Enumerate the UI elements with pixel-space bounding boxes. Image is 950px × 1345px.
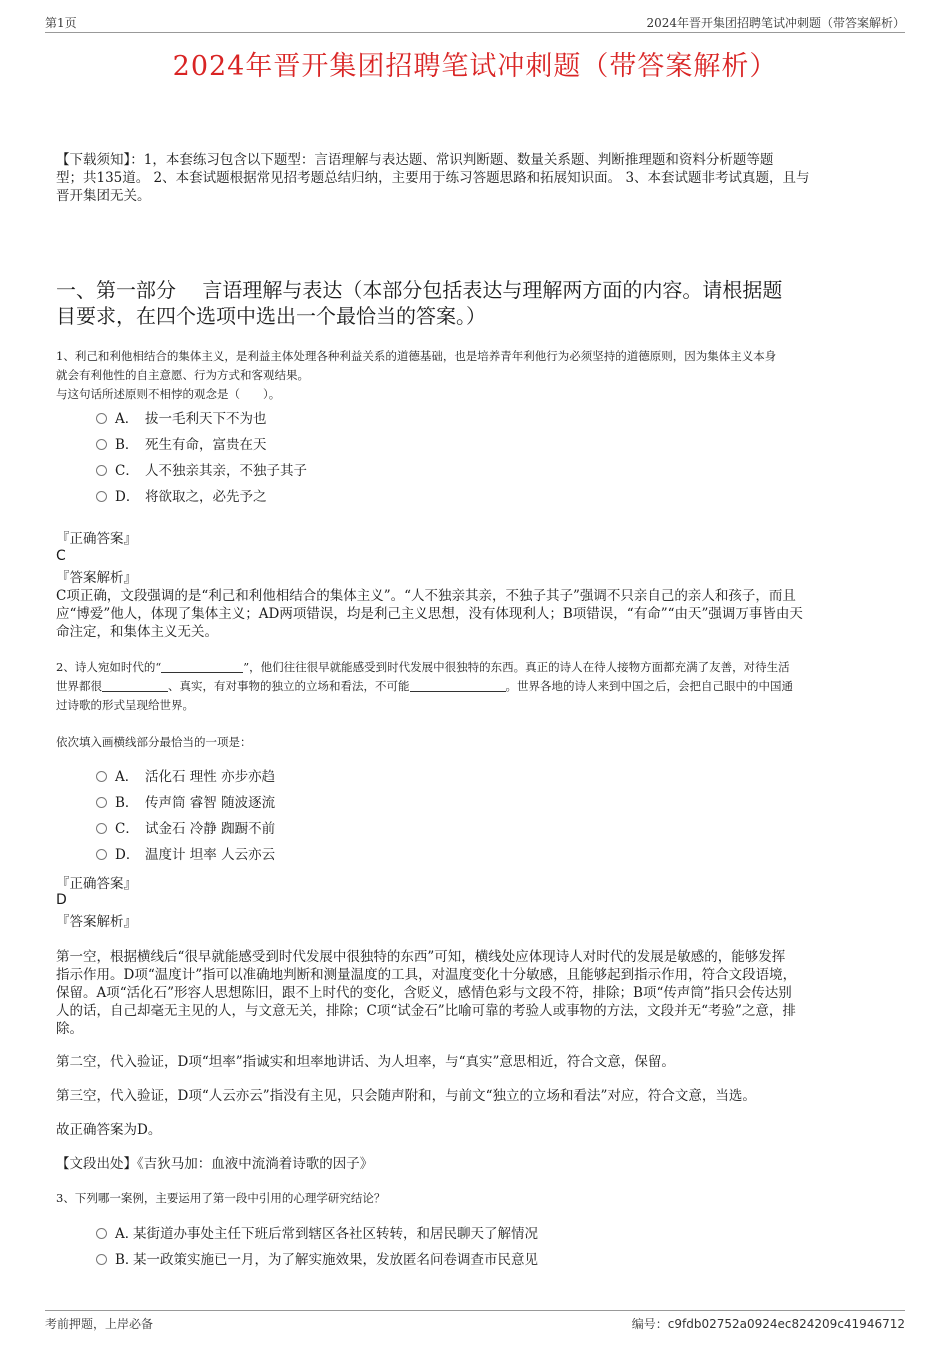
page-number: 第1页 — [45, 16, 77, 30]
radio-icon[interactable] — [96, 1254, 107, 1265]
radio-icon[interactable] — [96, 849, 107, 860]
q2-option-d[interactable]: D． 温度计 坦率 人云亦云 — [96, 846, 275, 864]
q2-option-c[interactable]: C． 试金石 冷静 踟蹰不前 — [96, 820, 275, 838]
footer-slogan: 考前押题，上岸必备 — [45, 1317, 154, 1331]
radio-icon[interactable] — [96, 491, 107, 502]
q1-stem: 1、利己和利他相结合的集体主义，是利益主体处理各种利益关系的道德基础，也是培养青年利他行为必须坚持的道德原则，因为集体主义本身 就会有利他性的自主意愿、行为方式和客观结果。 与这句话所述原则不相悖的观念是（ ）。 — [56, 349, 777, 401]
radio-icon[interactable] — [96, 439, 107, 450]
q2-option-b[interactable]: B． 传声筒 睿智 随波逐流 — [96, 794, 275, 812]
page-title: 2024年晋开集团招聘笔试冲刺题（带答案解析） — [172, 51, 778, 82]
footer-divider — [45, 1310, 905, 1311]
q1-answer-label: 『正确答案』 — [56, 531, 137, 547]
q2-stem: 2、诗人宛如时代的“ ”，他们往往很早就能感受到时代发展中很独特的东西。真正的诗人在待人接物方面都充满了友善，对待生活 世界都很 、真实，有对事物的独立的立场和看法，不可能 。世界各地的诗人来到中国之后，会把自己眼中的中国通 过诗歌的形式呈现给世界。 — [56, 660, 793, 712]
q2-option-a[interactable]: A． 活化石 理性 亦步亦趋 — [96, 768, 275, 786]
radio-icon[interactable] — [96, 413, 107, 424]
q1-option-a[interactable]: A． 拔一毛利天下不为也 — [96, 410, 267, 428]
q1-option-b[interactable]: B． 死生有命，富贵在天 — [96, 436, 267, 454]
radio-icon[interactable] — [96, 797, 107, 808]
fill-blank — [102, 679, 168, 692]
download-notice — [56, 151, 901, 205]
q1-option-d[interactable]: D． 将欲取之，必先予之 — [96, 488, 267, 506]
q2-answer: D — [56, 892, 67, 908]
section-heading: 一、第一部分 言语理解与表达（本部分包括表达与理解两方面的内容。请根据题 目要求，在四个选项中选出一个最恰当的答案。） — [56, 278, 783, 328]
q1-answer: C — [56, 548, 66, 564]
q1-analysis: C项正确，文段强调的是“利己和利他相结合的集体主义”。“人不独亲其亲，不独子其子”强调不只亲自己的亲人和孩子，而且 应“博爱”他人，体现了集体主义；AD两项错误，均是利己主义思想，没有体现利人；B项错误，“有命”“由天”强调万事皆由天 命注定，和集体主义无关。 — [56, 588, 803, 640]
q3-option-a[interactable]: A．某街道办事处主任下班后常到辖区各社区转转，和居民聊天了解情况 — [96, 1225, 538, 1243]
header-divider — [45, 32, 905, 33]
fill-blank — [161, 660, 243, 673]
notice-line: 【下载须知】：1，本套练习包含以下题型：言语理解与表达题、常识判断题、数量关系题、判断推理题和资料分析题等题 — [56, 152, 774, 168]
q2-analysis-p3: 第三空，代入验证，D项“人云亦云”指没有主见，只会随声附和，与前文“独立的立场和看法”对应，符合文意，当选。 — [56, 1088, 756, 1104]
notice-line: 型；共135道。 2、本套试题根据常见招考题总结归纳，主要用于练习答题思路和拓展知识面。 3、本套试题非考试真题，且与 — [56, 170, 810, 186]
q2-analysis-p2: 第二空，代入验证，D项“坦率”指诚实和坦率地讲话、为人坦率，与“真实”意思相近，符合文意，保留。 — [56, 1054, 675, 1070]
q3-stem: 3、下列哪一案例，主要运用了第一段中引用的心理学研究结论？ — [56, 1191, 386, 1205]
radio-icon[interactable] — [96, 823, 107, 834]
radio-icon[interactable] — [96, 465, 107, 476]
q1-analysis-label: 『答案解析』 — [56, 570, 137, 586]
footer-code: 编号：c9fdb02752a0924ec824209c41946712 — [631, 1317, 905, 1331]
q2-answer-label: 『正确答案』 — [56, 876, 137, 892]
fill-blank — [410, 679, 506, 692]
q2-analysis-p4: 故正确答案为D。 — [56, 1122, 162, 1138]
q2-analysis-label: 『答案解析』 — [56, 914, 137, 930]
radio-icon[interactable] — [96, 1228, 107, 1239]
q2-analysis-p1: 第一空，根据横线后“很早就能感受到时代发展中很独特的东西”可知，横线处应体现诗人对时代的发展是敏感的，能够发挥 指示作用。D项“温度计”指可以准确地判断和测量温度的工具，对温度变化十分敏感，且能够起到指示作用，符合文段语境， 保留。A项“活化石”形容人思想陈旧，跟不上时代的变化，含贬义，感情色彩与文段不符，排除；B项“传声筒”指只会传达别 人的话，自己却毫无主见的人，与文意无关，排除；C项“试金石”比喻可靠的考验人或事物的方法，文段并无“考验”之意，排 除。 — [56, 949, 797, 1037]
radio-icon[interactable] — [96, 771, 107, 782]
q1-option-c[interactable]: C． 人不独亲其亲，不独子其子 — [96, 462, 307, 480]
header-doc-title: 2024年晋开集团招聘笔试冲刺题（带答案解析） — [646, 16, 905, 30]
q2-prompt: 依次填入画横线部分最恰当的一项是： — [56, 735, 252, 749]
notice-line: 晋开集团无关。 — [56, 188, 151, 204]
q3-option-b[interactable]: B．某一政策实施已一月，为了解实施效果，发放匿名问卷调查市民意见 — [96, 1251, 538, 1269]
q2-source: 【文段出处】《吉狄马加：血液中流淌着诗歌的因子》 — [56, 1156, 374, 1172]
